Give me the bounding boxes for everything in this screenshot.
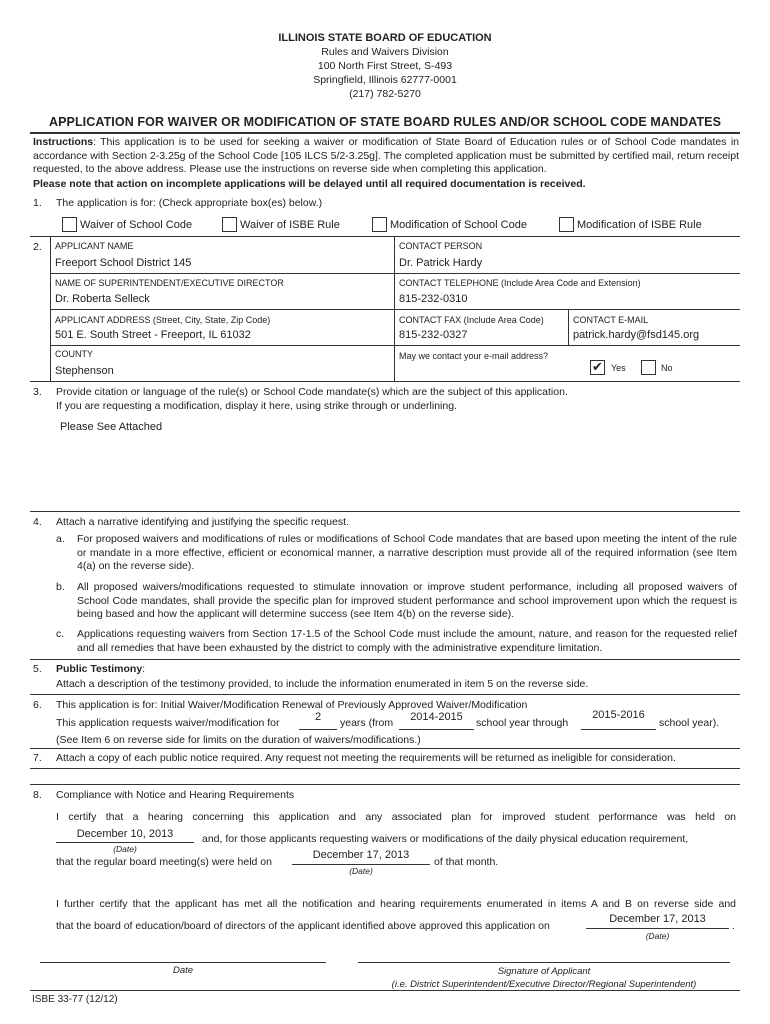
email-no-checkbox[interactable]	[641, 360, 656, 375]
item7-top-rule	[30, 748, 740, 749]
item4a-label: a.	[56, 533, 65, 545]
item1-number: 1.	[33, 197, 42, 209]
from-year-field[interactable]: 2014-2015	[410, 711, 463, 723]
email-no-label: No	[661, 363, 673, 373]
instructions: Instructions: This application is to be used for seeking a waiver or modification of State Board of Education rules or of School Code mandates in accordance with Section 2-3.25g of the School Code [105 ILCS 5/2-3.25g]. The completed application must be submitted by certified mail, return receipt requested, to the above address. Please use the instructions on reverse side when completing this application.	[33, 136, 739, 175]
email-yes-label: Yes	[611, 363, 626, 373]
years-field[interactable]: 2	[314, 711, 322, 723]
item5-top-rule	[30, 659, 740, 660]
modification-isbe-rule-label: Modification of ISBE Rule	[577, 219, 702, 231]
title-divider	[30, 132, 740, 134]
item8-title: Compliance with Notice and Hearing Requirements	[56, 789, 295, 801]
item6-mid: years (from	[340, 717, 394, 729]
item2-row-rule-1	[50, 273, 740, 274]
applicant-signature-subtitle: (i.e. District Superintendent/Executive Director/Regional Superintendent)	[391, 979, 697, 990]
item4-top-rule	[30, 511, 740, 512]
item3-line1: Provide citation or language of the rule(s) or School Code mandate(s) which are the subject of this application.	[56, 386, 568, 398]
item5-heading: Public Testimony:	[56, 663, 146, 675]
item5-text: Attach a description of the testimony provided, to include the information enumerated in item 5 on the reverse side.	[56, 678, 589, 690]
item6-mid2: school year through	[476, 717, 569, 729]
email-permission-question: May we contact your e-mail address?	[399, 351, 549, 361]
instructions-label: Instructions	[33, 136, 94, 148]
waiver-isbe-rule-checkbox[interactable]	[222, 217, 237, 232]
superintendent-label: NAME OF SUPERINTENDENT/EXECUTIVE DIRECTOR	[55, 278, 284, 288]
date-signature-line[interactable]	[40, 962, 326, 963]
waiver-school-code-label: Waiver of School Code	[80, 219, 193, 231]
agency-street: 100 North First Street, S-493	[317, 60, 453, 72]
item6-line1: This application is for: Initial Waiver/Modification Renewal of Previously Approved Waiver/Modification	[56, 699, 528, 711]
waiver-isbe-rule-label: Waiver of ISBE Rule	[240, 219, 340, 231]
modification-isbe-rule-checkbox[interactable]	[559, 217, 574, 232]
item8-number: 8.	[33, 789, 42, 801]
approved-date-caption: (Date)	[645, 931, 670, 941]
applicant-address-label: APPLICANT ADDRESS (Street, City, State, Zip Code)	[55, 315, 271, 325]
item3-number: 3.	[33, 386, 42, 398]
item8-certify: I certify that a hearing concerning this application and any associated plan for improved student performance was held on	[56, 811, 736, 823]
regular-date-field[interactable]: December 17, 2013	[312, 849, 410, 861]
item3-answer-field[interactable]: Please See Attached	[60, 421, 163, 433]
form-id: ISBE 33-77 (12/12)	[32, 994, 118, 1005]
item5-number: 5.	[33, 663, 42, 675]
hearing-date-caption: (Date)	[113, 844, 137, 854]
item6-top-rule	[30, 694, 740, 695]
item6-line3: (See Item 6 on reverse side for limits on the duration of waivers/modifications.)	[56, 734, 421, 746]
modification-school-code-label: Modification of School Code	[390, 219, 527, 231]
item2-number: 2.	[33, 241, 42, 253]
applicant-name-field[interactable]: Freeport School District 145	[55, 257, 192, 269]
item4-text: Attach a narrative identifying and justifying the specific request.	[56, 516, 349, 528]
item2-row-rule-2	[50, 309, 740, 310]
through-year-field[interactable]: 2015-2016	[592, 709, 645, 721]
item4-number: 4.	[33, 516, 42, 528]
item2-row-rule-3	[50, 345, 740, 346]
contact-person-field[interactable]: Dr. Patrick Hardy	[399, 257, 483, 269]
applicant-name-label: APPLICANT NAME	[55, 241, 134, 251]
county-field[interactable]: Stephenson	[55, 365, 114, 377]
contact-person-label: CONTACT PERSON	[399, 241, 483, 251]
approved-date-field[interactable]: December 17, 2013	[609, 913, 706, 925]
item2-top-rule	[30, 236, 740, 237]
modification-school-code-checkbox[interactable]	[372, 217, 387, 232]
approved-date-period: .	[732, 920, 735, 932]
item8-top-rule	[30, 784, 740, 785]
item4b-text: All proposed waivers/modifications requested to stimulate innovation or improve student performance, including all proposed waivers of School Code mandates, shall provide the specific plan for improved student performance and school improvement upon which the request is being based and how the applicant will determine success (see Item 4(b) on the reverse side).	[77, 581, 737, 620]
contact-telephone-field[interactable]: 815-232-0310	[399, 293, 468, 305]
item8-further2: that the board of education/board of directors of the applicant identified above approved this application on	[56, 920, 550, 932]
item3-line2: If you are requesting a modification, display it here, using strike through or underlining.	[56, 400, 457, 412]
item8-regular-post: of that month.	[434, 856, 499, 868]
applicant-signature-line[interactable]	[358, 962, 730, 963]
instructions-warning: Please note that action on incomplete applications will be delayed until all required documentation is received.	[33, 178, 586, 190]
county-label: COUNTY	[55, 349, 93, 359]
applicant-address-field[interactable]: 501 E. South Street - Freeport, IL 61032	[55, 329, 251, 341]
waiver-school-code-checkbox[interactable]	[62, 217, 77, 232]
item8-regular-pre: that the regular board meeting(s) were held on	[56, 856, 272, 868]
item2-fax-divider	[568, 310, 569, 346]
contact-email-field[interactable]: patrick.hardy@fsd145.org	[573, 329, 700, 341]
agency-name: ILLINOIS STATE BOARD OF EDUCATION	[278, 32, 492, 44]
regular-date-caption: (Date)	[349, 866, 373, 876]
form-title: APPLICATION FOR WAIVER OR MODIFICATION OF STATE BOARD RULES AND/OR SCHOOL CODE MANDATES	[48, 115, 722, 129]
applicant-signature-label: Signature of Applicant	[497, 966, 591, 977]
item6-number: 6.	[33, 699, 42, 711]
superintendent-field[interactable]: Dr. Roberta Selleck	[55, 293, 150, 305]
item6-pre: This application requests waiver/modification for	[56, 717, 280, 729]
item8-after-date: and, for those applicants requesting waivers or modifications of the daily physical education requirement,	[202, 833, 689, 845]
item4b-label: b.	[56, 581, 65, 593]
contact-email-label: CONTACT E-MAIL	[573, 315, 649, 325]
contact-telephone-label: CONTACT TELEPHONE (Include Area Code and Extension)	[399, 278, 641, 288]
contact-fax-field[interactable]: 815-232-0327	[399, 329, 468, 341]
date-signature-label: Date	[172, 965, 194, 976]
item7-text: Attach a copy of each public notice required. Any request not meeting the requirements will be returned as ineligible for consideration.	[56, 752, 676, 764]
agency-phone: (217) 782-5270	[349, 88, 421, 100]
contact-fax-label: CONTACT FAX (Include Area Code)	[399, 315, 544, 325]
email-yes-checkbox[interactable]: ✔	[590, 360, 605, 375]
item4c-label: c.	[56, 628, 65, 640]
hearing-date-field[interactable]: December 10, 2013	[76, 828, 174, 840]
item1-text: The application is for: (Check appropriate box(es) below.)	[56, 197, 323, 209]
item4a-text: For proposed waivers and modifications of rules or modifications of School Code mandates that are based upon meeting the intent of the rule or mandate in a more effective, efficient or economical manner, a narrative description must provide all of the required information (see Item 4(a) on the reverse side).	[77, 533, 737, 572]
item2-bottom-rule	[30, 381, 740, 382]
item4c-text: Applications requesting waivers from Section 17-1.5 of the School Code must include the amount, nature, and reason for the requested relief and all remedies that have been exhausted by the district to comply with the administrative expenditure limitation.	[77, 628, 737, 654]
item7-number: 7.	[33, 752, 42, 764]
item8-further1: I further certify that the applicant has met all the notification and hearing requirements enumerated in items A and B on reverse side and	[56, 898, 736, 910]
footer-rule	[30, 990, 740, 991]
agency-city: Springfield, Illinois 62777-0001	[313, 74, 457, 86]
division-name: Rules and Waivers Division	[321, 46, 449, 58]
item6-post: school year).	[659, 717, 720, 729]
item7-bottom-rule	[30, 768, 740, 769]
